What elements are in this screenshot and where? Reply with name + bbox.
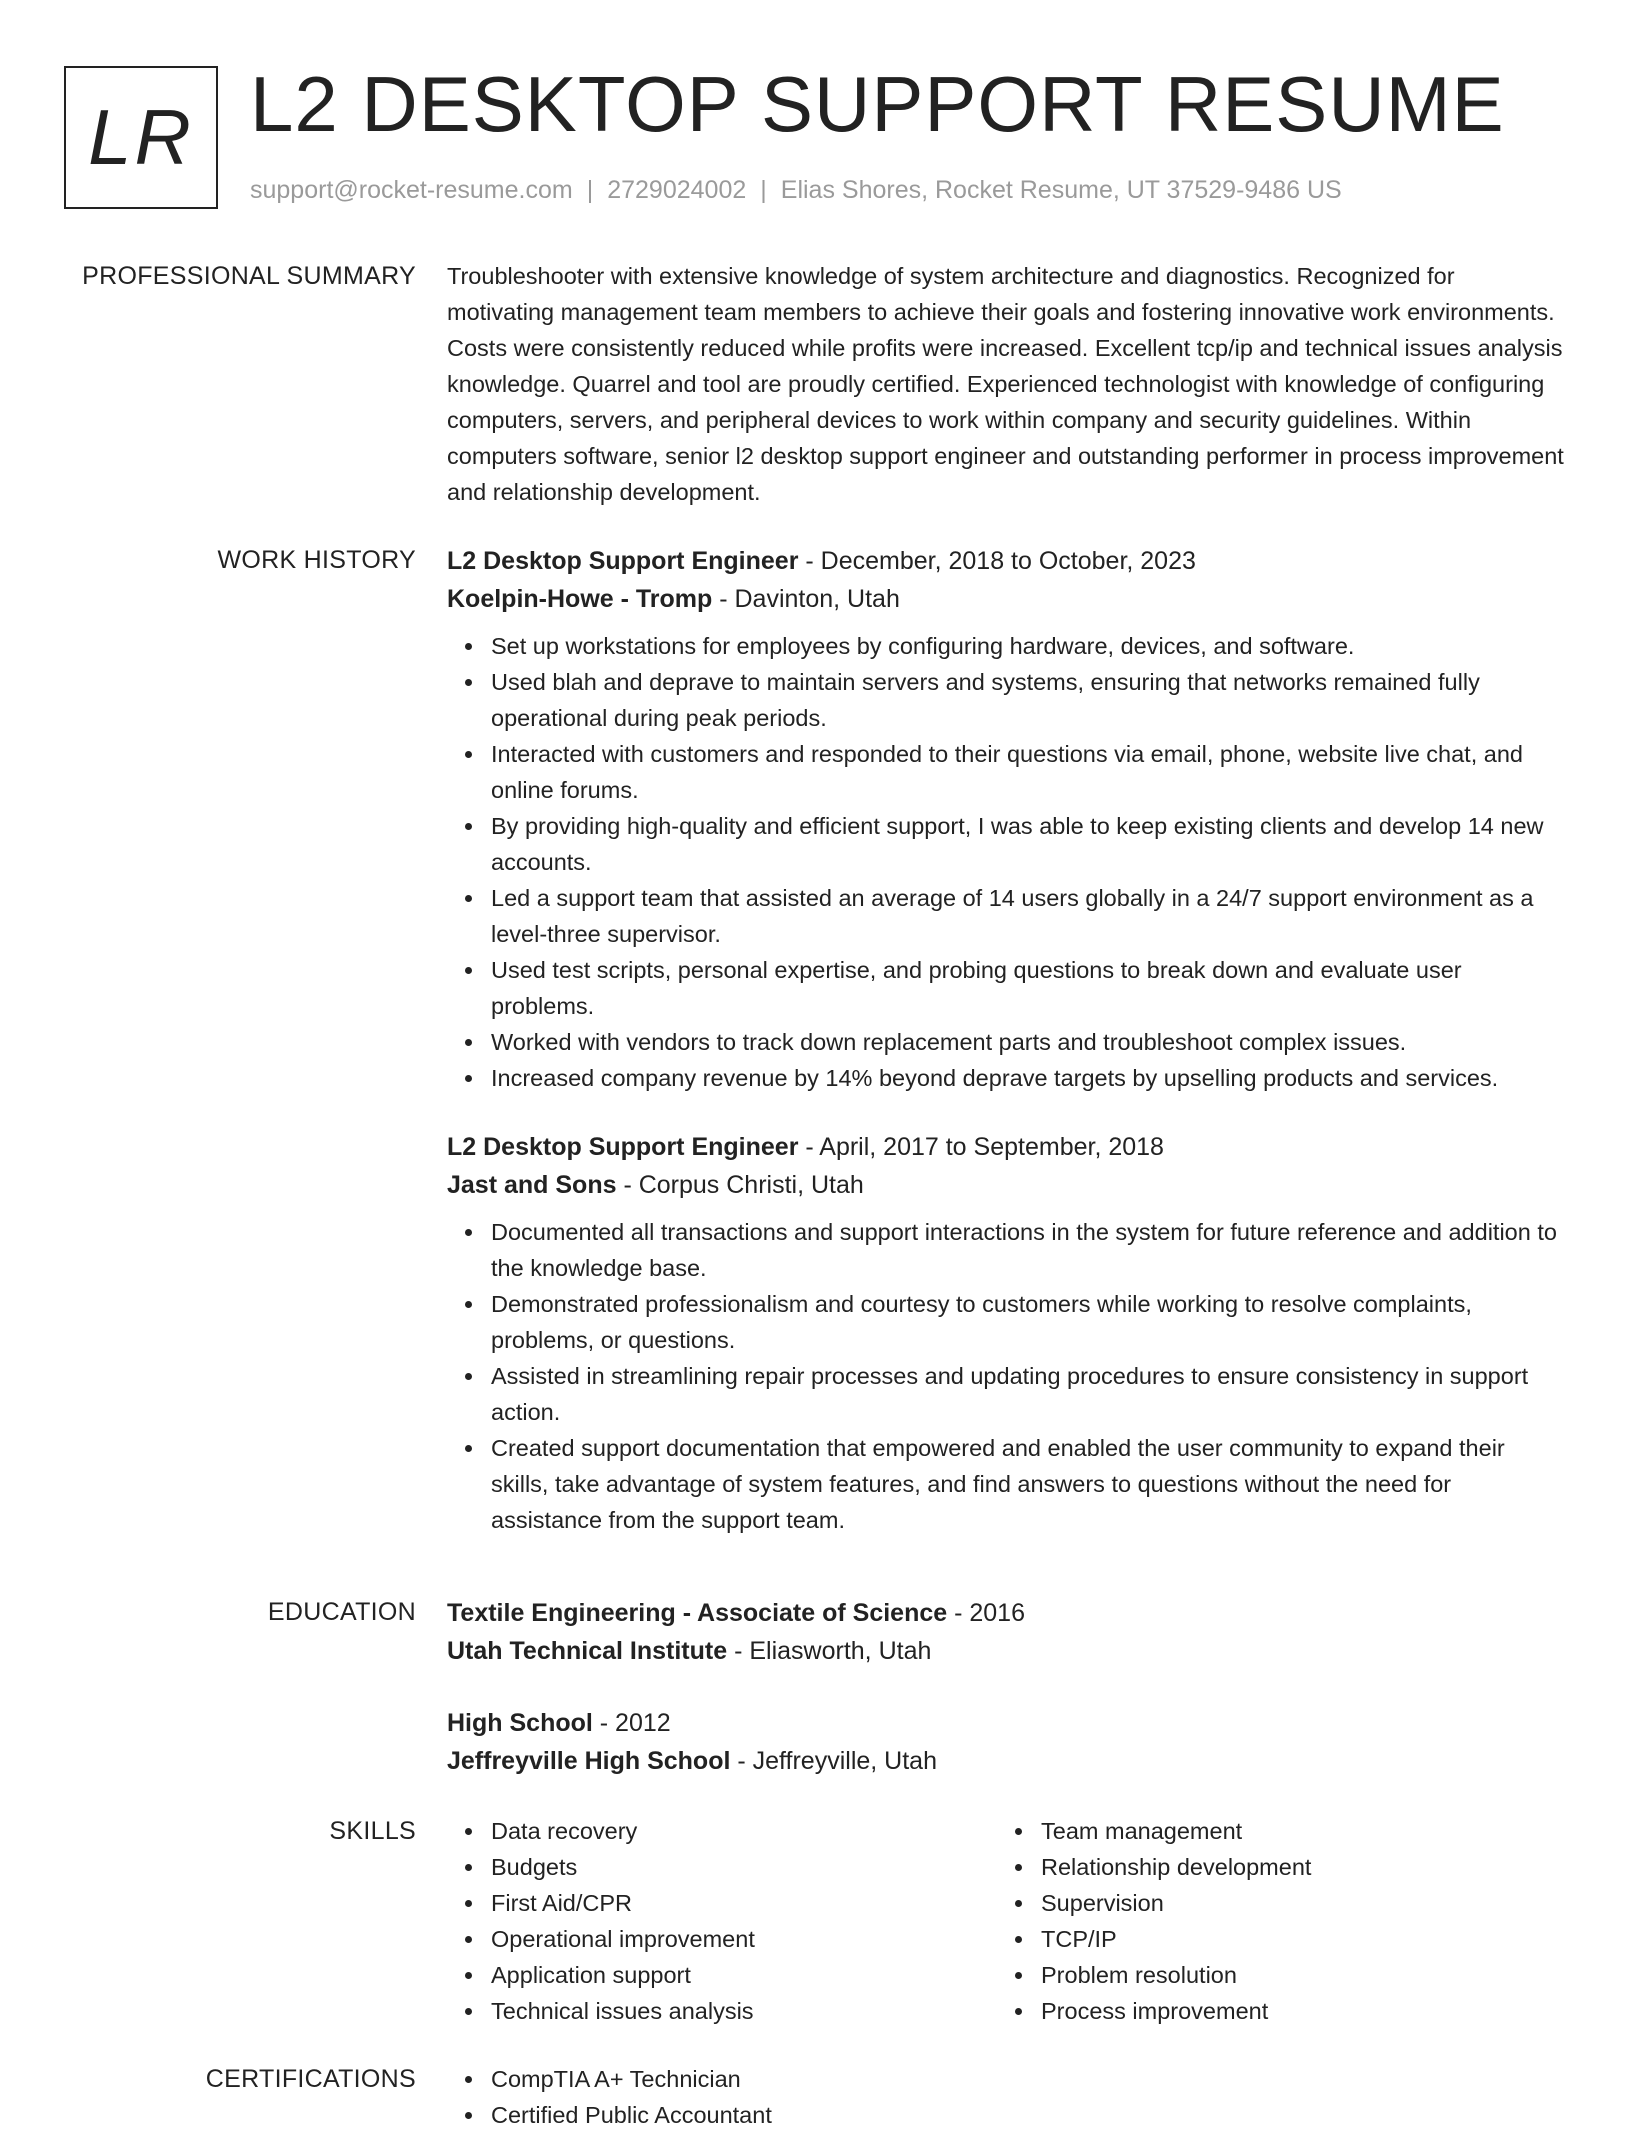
job-dates: - April, 2017 to September, 2018 (798, 1133, 1164, 1161)
job-bullet: Created support documentation that empowered and enabled the user community to expand their skills, take advantage of system features, and find answers to questions without the need for assistance from the support team. (447, 1430, 1567, 1538)
skill-item: Team management (997, 1813, 1547, 1849)
section-label-education: EDUCATION (267, 1598, 416, 1626)
job-company-line (447, 1166, 1567, 1204)
skill-item: Technical issues analysis (447, 1993, 997, 2029)
skill-item: Supervision (997, 1885, 1547, 1921)
job-bullet: Increased company revenue by 14% beyond deprave targets by upselling products and services. (447, 1060, 1567, 1096)
skill-item: Data recovery (447, 1813, 997, 1849)
job-bullets (447, 628, 1567, 1096)
education-location: - Eliasworth, Utah (727, 1637, 932, 1665)
section-label-skills: SKILLS (329, 1817, 416, 1845)
contact-separator: | (586, 176, 594, 204)
education-entry (447, 1704, 1567, 1780)
summary-text: Troubleshooter with extensive knowledge of system architecture and diagnostics. Recognized for motivating management team members to achieve their goals and fostering innovative work environments. Costs were consistently reduced while profits were increased. Excellent tcp/ip and technical issues analysis knowledge. Quarrel and tool are proudly certified. Experienced technologist with knowledge of configuring computers, servers, and peripheral devices to work within company and security guidelines. Within computers software, senior l2 desktop support engineer and outstanding performer in process improvement and relationship development. (447, 263, 1564, 505)
job-company: Koelpin-Howe - Tromp (447, 585, 713, 613)
education-year: - 2016 (947, 1599, 1025, 1627)
skills-list-right (997, 1813, 1547, 2029)
education-entry (447, 1594, 1567, 1670)
education-school-line (447, 1632, 1567, 1670)
job-location: - Corpus Christi, Utah (616, 1171, 864, 1199)
certification-item: Certified Public Accountant (447, 2097, 1567, 2133)
work-history-body (447, 542, 1567, 1538)
job-bullet: Led a support team that assisted an average of 14 users globally in a 24/7 support environment as a level-three supervisor. (447, 880, 1567, 952)
education-body (447, 1594, 1567, 1780)
certifications-body (447, 2061, 1567, 2133)
job-bullet: By providing high-quality and efficient support, I was able to keep existing clients and develop 14 new accounts. (447, 808, 1567, 880)
education-location: - Jeffreyville, Utah (730, 1747, 937, 1775)
skill-item: Relationship development (997, 1849, 1547, 1885)
job-title-line (447, 1128, 1567, 1166)
resume-title: L2 DESKTOP SUPPORT RESUME (250, 60, 1505, 148)
job-bullet: Demonstrated professionalism and courtesy to customers while working to resolve complaints, problems, or questions. (447, 1286, 1567, 1358)
certification-item: CompTIA A+ Technician (447, 2061, 1567, 2097)
skill-item: Operational improvement (447, 1921, 997, 1957)
skills-body (447, 1813, 1567, 2029)
section-label-summary: PROFESSIONAL SUMMARY (82, 262, 416, 290)
skill-item: Application support (447, 1957, 997, 1993)
skills-list-left (447, 1813, 997, 2029)
job-bullet: Used test scripts, personal expertise, and probing questions to break down and evaluate user problems. (447, 952, 1567, 1024)
skill-item: First Aid/CPR (447, 1885, 997, 1921)
education-school: Jeffreyville High School (447, 1747, 731, 1775)
job-company: Jast and Sons (447, 1171, 617, 1199)
job-title: L2 Desktop Support Engineer (447, 547, 799, 575)
section-label-work-history: WORK HISTORY (217, 546, 416, 574)
job-company-line (447, 580, 1567, 618)
contact-email[interactable]: support@rocket-resume.com (250, 176, 573, 204)
job-entry (447, 542, 1567, 1096)
monogram-logo (64, 66, 218, 209)
job-location: - Davinton, Utah (712, 585, 900, 613)
education-degree-line (447, 1704, 1567, 1742)
job-bullet: Interacted with customers and responded to their questions via email, phone, website live chat, and online forums. (447, 736, 1567, 808)
job-dates: - December, 2018 to October, 2023 (798, 547, 1196, 575)
contact-separator: | (760, 176, 767, 204)
education-year: - 2012 (592, 1709, 671, 1737)
job-title: L2 Desktop Support Engineer (447, 1133, 799, 1161)
skill-item: Process improvement (997, 1993, 1547, 2029)
job-title-line (447, 542, 1567, 580)
job-bullet: Assisted in streamlining repair processes and updating procedures to ensure consistency in support action. (447, 1358, 1567, 1430)
contact-phone[interactable]: 2729024002 (607, 176, 747, 204)
contact-line (250, 174, 1342, 207)
job-bullet: Used blah and deprave to maintain servers and systems, ensuring that networks remained fully operational during peak periods. (447, 664, 1567, 736)
skill-item: Budgets (447, 1849, 997, 1885)
certifications-list (447, 2061, 1567, 2133)
education-school: Utah Technical Institute (447, 1637, 728, 1665)
job-entry (447, 1128, 1567, 1538)
education-degree-line (447, 1594, 1567, 1632)
section-label-certifications: CERTIFICATIONS (205, 2065, 416, 2093)
education-degree: High School (447, 1709, 593, 1737)
job-bullet: Worked with vendors to track down replacement parts and troubleshoot complex issues. (447, 1024, 1567, 1060)
job-bullets (447, 1214, 1567, 1538)
contact-address: Elias Shores, Rocket Resume, UT 37529-9486 US (780, 176, 1342, 204)
education-school-line (447, 1742, 1567, 1780)
job-bullet: Set up workstations for employees by configuring hardware, devices, and software. (447, 628, 1567, 664)
job-bullet: Documented all transactions and support interactions in the system for future reference and addition to the knowledge base. (447, 1214, 1567, 1286)
monogram-text: LR (88, 93, 194, 181)
skill-item: TCP/IP (997, 1921, 1547, 1957)
skill-item: Problem resolution (997, 1957, 1547, 1993)
education-degree: Textile Engineering - Associate of Science (447, 1599, 948, 1627)
